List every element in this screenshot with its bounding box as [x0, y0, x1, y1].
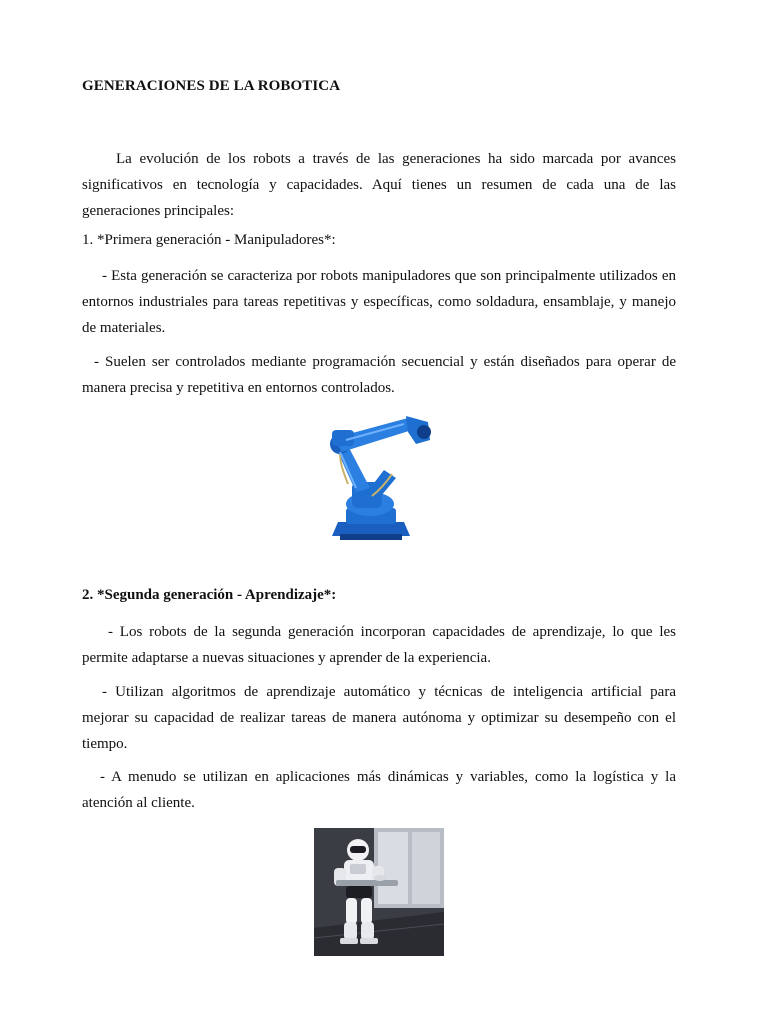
gen2-paragraph-2: - Utilizan algoritmos de aprendizaje automático y técnicas de inteligencia artificial para mejorar su capacidad de realizar tareas de manera autónoma y optimizar su desempeño con el tiempo.: [82, 684, 676, 752]
intro-paragraph: La evolución de los robots a través de las generaciones ha sido marcada por avances significativos en tecnología y capacidades. Aquí tienes un resumen de cada una de las generaciones principales:: [82, 151, 676, 219]
gen1-paragraph-1: - Esta generación se caracteriza por robots manipuladores que son principalmente utilizados en entornos industriales para tareas repetitivas y específicas, como soldadura, ensamblaje, y manejo de materiales.: [82, 268, 676, 336]
gen2-paragraph-3: - A menudo se utilizan en aplicaciones más dinámicas y variables, como la logística y la atención al cliente.: [82, 769, 676, 811]
industrial-robot-arm-image: [312, 404, 440, 548]
gen2-paragraph-1: - Los robots de la segunda generación incorporan capacidades de aprendizaje, lo que les permite adaptarse a nuevas situaciones y aprender de la experiencia.: [82, 624, 676, 666]
document-title: GENERACIONES DE LA ROBOTICA: [82, 78, 341, 94]
humanoid-robot-image: [314, 828, 444, 956]
gen1-paragraph-2: - Suelen ser controlados mediante programación secuencial y están diseñados para operar de manera precisa y repetitiva en entornos controlados.: [82, 354, 676, 396]
gen1-heading: 1. *Primera generación - Manipuladores*:: [82, 232, 336, 248]
gen2-heading: 2. *Segunda generación - Aprendizaje*:: [82, 587, 337, 603]
